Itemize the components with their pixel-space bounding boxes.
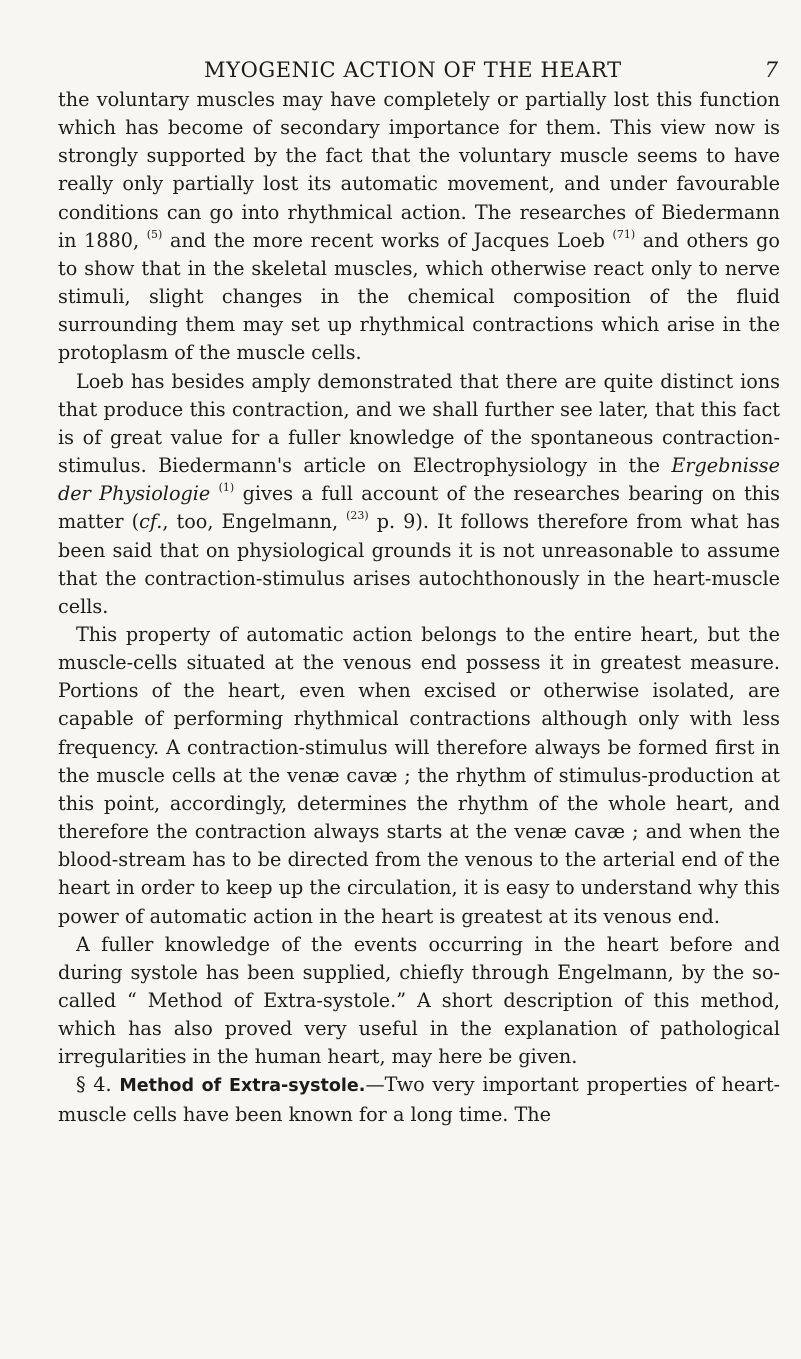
cf-abbrev: cf. <box>139 510 163 534</box>
paragraph-3: This property of automatic action belongs to the entire heart, but the muscle-cells situated at the venous end possess it in greatest measure. Portions of the heart, even when excised or otherwise isolated, are capable of performing rhythmical contractions although only with less frequency. A contraction-stimulus will therefore always be formed first in the muscle cells at the venæ cavæ ; the rhythm of stimulus-production at this point, accordingly, determines the rhythm of the whole heart, and therefore the contraction always starts at the venæ cavæ ; and when the blood-stream has to be directed from the venous to the arterial end of the heart in order to keep up the circulation, it is easy to understand why this power of automatic action in the heart is greatest at its venous end. <box>58 622 780 928</box>
running-head <box>58 0 780 86</box>
paragraph-2-text-b: gives a full account of the researches bearing on this matter ( <box>58 482 781 534</box>
footnote-ref: (5) <box>146 227 163 241</box>
paragraph-4: A fuller knowledge of the events occurring in the heart before and during systole has been supplied, chiefly through Engelmann, by the so-called “ Method of Extra-systole.” A short description of this method, which has also proved very useful in the explanation of pathological irregularities in the human heart, may here be given. <box>58 932 780 1069</box>
paragraph-2-text-a: Loeb has besides amply demonstrated that there are quite distinct ions that produce this contraction, and we shall further see later, that this fact is of great value for a fuller knowledge of the spontaneous contraction-stimulus. Biedermann's article on Electrophysiology in the <box>58 369 780 478</box>
paragraph-5-text: —Two very important properties of heart-muscle cells have been known for a long time. The <box>58 1073 781 1126</box>
paragraph-5 <box>58 1071 780 1128</box>
footnote-ref: (1) <box>218 481 235 495</box>
section-heading: Method of Extra-systole. <box>119 1076 366 1097</box>
paragraph-2 <box>58 368 780 621</box>
footnote-ref: (71) <box>612 227 636 241</box>
section-number: § 4. <box>76 1073 112 1097</box>
page <box>58 0 780 1129</box>
body-text <box>58 86 780 1129</box>
footnote-ref: (23) <box>346 509 369 523</box>
journal-title: Ergebnisse der Physiologie <box>58 454 780 506</box>
paragraph-2-text-c: , too, Engelmann, <box>162 510 339 534</box>
paragraph-2-text-d: p. 9). It follows therefore from what has been said that on physiological grounds it is not unreasonable to assume that the contraction-stimulus arises autochthonously in the heart-muscle cells. <box>58 510 780 618</box>
paragraph-1-text-a: the voluntary muscles may have completely or partially lost this function which has become of secondary importance for them. This view now is strongly supported by the fact that the voluntary muscle seems to have really only partially lost its automatic movement, and under favourable conditions can go into rhythmical action. The researches of Biedermann in 1880, <box>58 88 780 252</box>
page-number: 7 <box>764 58 778 82</box>
paragraph-1 <box>58 86 780 368</box>
paragraph-1-text-b: and the more recent works of Jacques Loeb <box>162 228 605 252</box>
running-title: MYOGENIC ACTION OF THE HEART <box>204 58 622 82</box>
paragraph-1-text-c: and others go to show that in the skeletal muscles, which otherwise react only to nerve stimuli, slight changes in the chemical composition of the fluid surrounding them may set up rhythmical contractions which arise in the protoplasm of the muscle cells. <box>58 228 780 365</box>
